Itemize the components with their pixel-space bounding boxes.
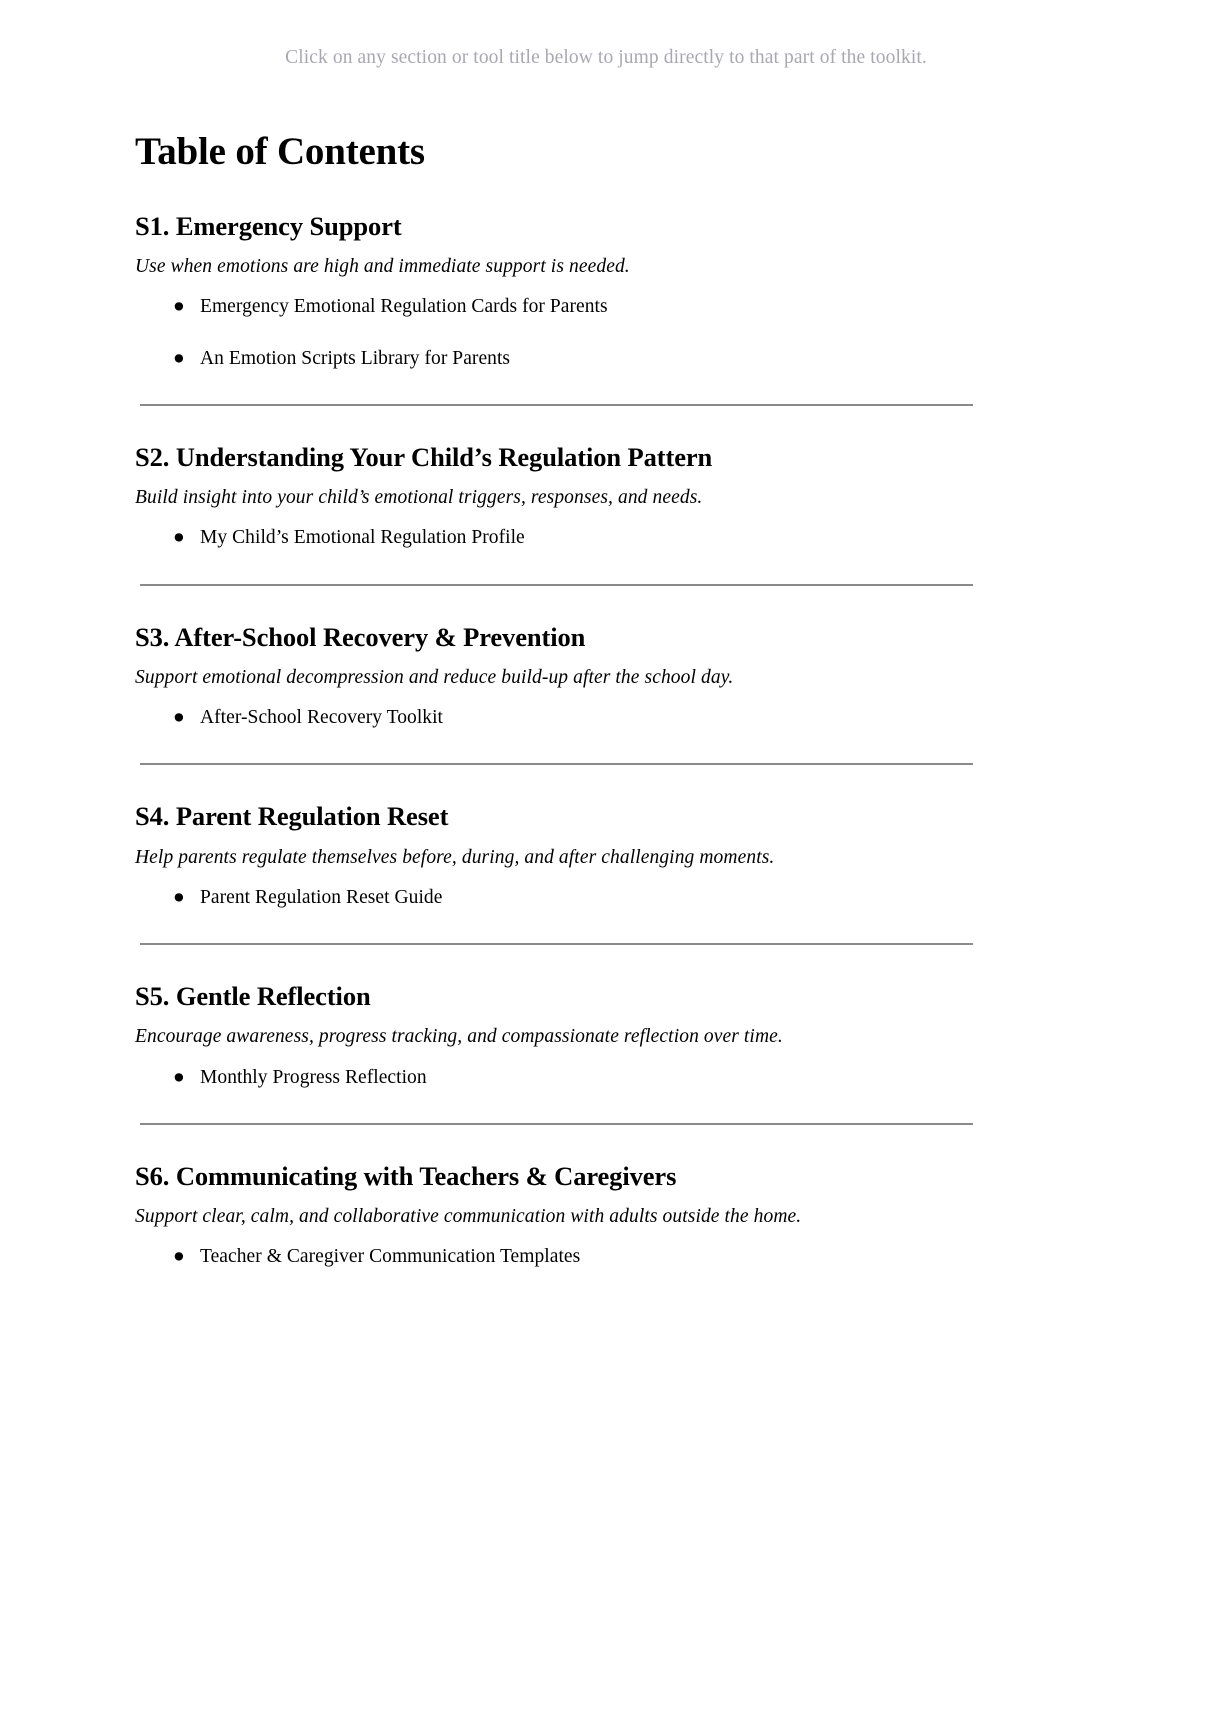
section-heading[interactable]: S4. Parent Regulation Reset: [135, 801, 449, 832]
sections-container: [135, 208, 1077, 1271]
section-divider: [140, 943, 973, 945]
tool-link-label[interactable]: My Child’s Emotional Regulation Profile: [200, 527, 525, 549]
bullet-icon: ●: [173, 1246, 185, 1268]
bullet-icon: ●: [173, 296, 185, 318]
tool-link-label[interactable]: Emergency Emotional Regulation Cards for Parents: [200, 296, 608, 318]
section-divider: [140, 584, 973, 586]
tool-list: [135, 705, 1077, 731]
tool-list: [135, 525, 1077, 551]
section-description: Encourage awareness, progress tracking, and compassionate reflection over time.: [135, 1026, 783, 1048]
bullet-icon: ●: [173, 527, 185, 549]
toc-section: [135, 439, 1077, 552]
section-description: Support clear, calm, and collaborative communication with adults outside the home.: [135, 1206, 802, 1227]
toc-section: [135, 619, 1077, 732]
section-heading[interactable]: S2. Understanding Your Child’s Regulation Pattern: [135, 441, 713, 472]
bullet-icon: ●: [173, 1066, 185, 1088]
tool-link-item[interactable]: [135, 346, 1077, 372]
tool-link-item[interactable]: [135, 294, 1077, 320]
section-divider: [140, 404, 973, 406]
bullet-icon: ●: [173, 886, 185, 908]
tool-link-label[interactable]: An Emotion Scripts Library for Parents: [200, 347, 511, 369]
tool-link-item[interactable]: [135, 1244, 1077, 1270]
tool-link-item[interactable]: [135, 705, 1077, 731]
tool-list: [135, 294, 1077, 372]
tool-link-label[interactable]: After-School Recovery Toolkit: [200, 707, 444, 729]
bullet-icon: ●: [173, 347, 185, 369]
tool-link-label[interactable]: Monthly Progress Reflection: [200, 1066, 427, 1088]
toc-section: [135, 208, 1077, 372]
section-heading[interactable]: S1. Emergency Support: [135, 210, 402, 241]
toc-section: [135, 1158, 1077, 1271]
page-title: Table of Contents: [135, 130, 425, 173]
tool-list: [135, 1244, 1077, 1270]
toc-section: [135, 798, 1077, 911]
tool-list: [135, 1065, 1077, 1091]
section-description: Support emotional decompression and reduce build-up after the school day.: [135, 666, 734, 688]
tool-link-item[interactable]: [135, 885, 1077, 911]
toc-content: [135, 69, 1077, 1271]
intro-note: Click on any section or tool title below to jump directly to that part of the toolkit.: [285, 47, 927, 68]
section-divider: [140, 763, 973, 765]
bullet-icon: ●: [173, 707, 185, 729]
tool-link-item[interactable]: [135, 1065, 1077, 1091]
tool-link-item[interactable]: [135, 525, 1077, 551]
section-heading[interactable]: S5. Gentle Reflection: [135, 981, 371, 1012]
section-description: Use when emotions are high and immediate support is needed.: [135, 256, 630, 278]
section-divider: [140, 1123, 973, 1125]
section-heading[interactable]: S6. Communicating with Teachers & Caregivers: [135, 1160, 677, 1191]
section-heading[interactable]: S3. After-School Recovery & Prevention: [135, 621, 586, 652]
tool-list: [135, 885, 1077, 911]
section-description: Help parents regulate themselves before, during, and after challenging moments.: [135, 846, 775, 868]
toc-section: [135, 978, 1077, 1091]
section-description: Build insight into your child’s emotional triggers, responses, and needs.: [135, 487, 703, 509]
tool-link-label[interactable]: Parent Regulation Reset Guide: [200, 886, 443, 908]
tool-link-label[interactable]: Teacher & Caregiver Communication Templates: [200, 1246, 581, 1268]
